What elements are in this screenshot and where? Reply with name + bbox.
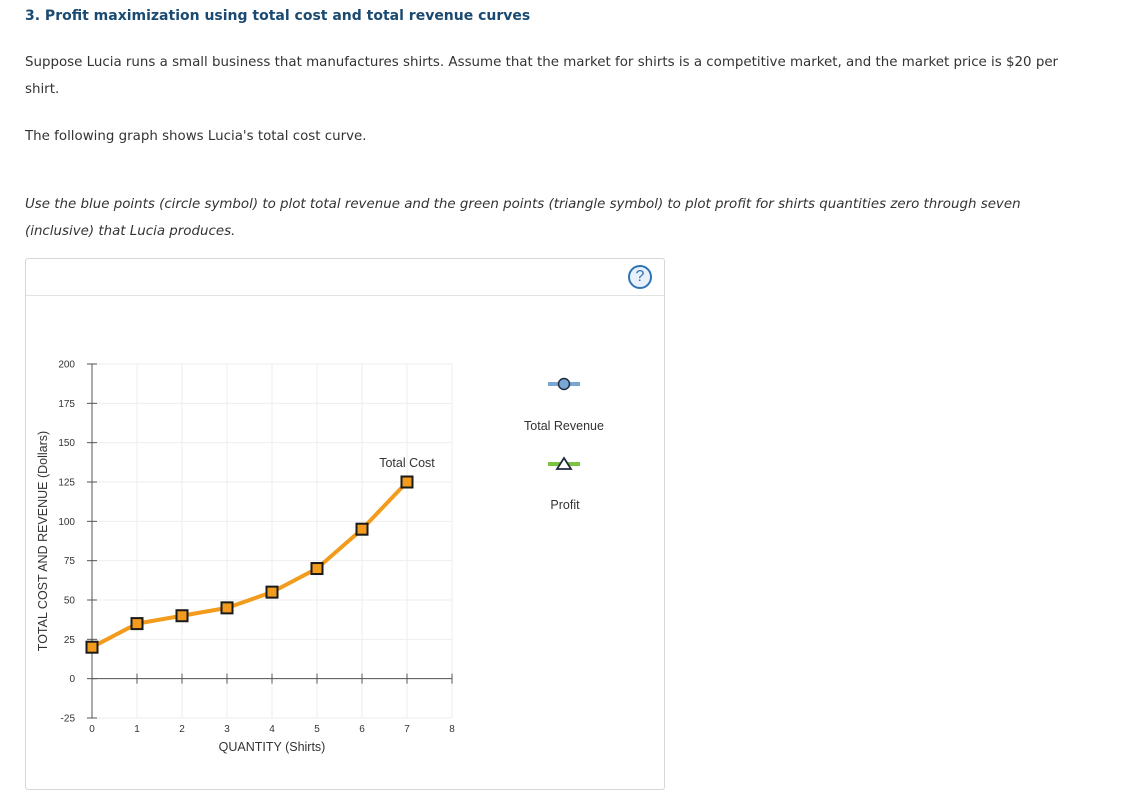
- x-axis-title: QUANTITY (Shirts): [218, 740, 326, 754]
- total-cost-label: Total Cost: [379, 456, 435, 470]
- y-tick-label: 175: [58, 398, 75, 410]
- y-tick-label: 0: [69, 674, 75, 686]
- y-tick-label: 150: [58, 438, 75, 450]
- y-axis-title: TOTAL COST AND REVENUE (Dollars): [36, 430, 50, 652]
- circle-icon[interactable]: [559, 379, 570, 390]
- total-cost-point: [177, 610, 188, 621]
- total-cost-point: [87, 642, 98, 653]
- total-cost-point: [222, 602, 233, 613]
- x-tick-label: 5: [314, 724, 320, 735]
- instructions-paragraph: Use the blue points (circle symbol) to plot total revenue and the green points (triangle symbol) to plot profit for shirts quantities zero through seven (inclusive) that Lucia produces.: [25, 197, 1021, 239]
- x-tick-label: 4: [269, 724, 275, 735]
- total-cost-point: [132, 618, 143, 629]
- profit-tool[interactable]: [548, 458, 580, 469]
- total-cost-point: [357, 524, 368, 535]
- y-tick-label: 200: [58, 359, 75, 371]
- axes: [36, 360, 455, 755]
- x-tick-label: 1: [134, 724, 140, 735]
- total-cost-point: [402, 477, 413, 488]
- x-tick-label: 8: [449, 724, 455, 735]
- profit-legend-label: Profit: [550, 498, 580, 512]
- y-tick-label: -25: [60, 713, 75, 725]
- total-revenue-legend-label: Total Revenue: [524, 419, 604, 433]
- total-revenue-tool[interactable]: [548, 379, 580, 390]
- x-tick-label: 3: [224, 724, 230, 735]
- page-heading: 3. Profit maximization using total cost and total revenue curves: [25, 8, 531, 24]
- total-cost-point: [267, 587, 278, 598]
- y-tick-label: 75: [63, 556, 75, 568]
- total-cost-point: [312, 563, 323, 574]
- y-tick-label: 125: [58, 477, 75, 489]
- y-tick-label: 25: [63, 634, 75, 646]
- x-tick-label: 7: [404, 724, 410, 735]
- intro-paragraph: Suppose Lucia runs a small business that manufactures shirts. Assume that the market for shirts is a competitive market, and the market price is $20 per shirt.: [25, 55, 1059, 97]
- total-cost-series: [87, 456, 436, 653]
- y-tick-label: 100: [58, 516, 75, 528]
- help-icon[interactable]: ?: [628, 265, 652, 289]
- graph-description: The following graph shows Lucia's total cost curve.: [25, 129, 367, 144]
- grid-lines: [92, 364, 452, 718]
- x-tick-label: 2: [179, 724, 185, 735]
- x-tick-label: 6: [359, 724, 365, 735]
- y-tick-label: 50: [63, 595, 75, 607]
- x-tick-label: 0: [89, 724, 95, 735]
